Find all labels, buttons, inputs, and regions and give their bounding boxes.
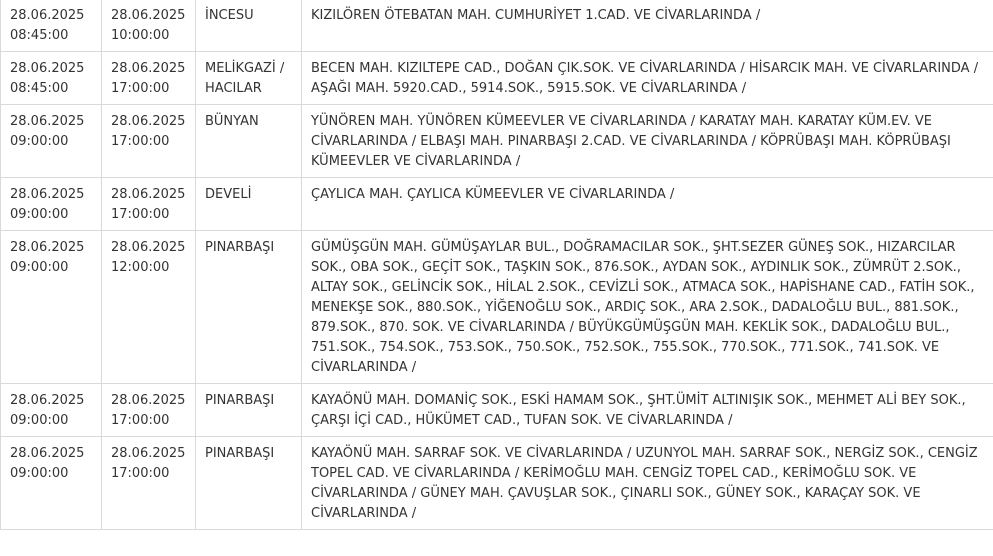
affected-area: ÇAYLICA MAH. ÇAYLICA KÜMEEVLER VE CİVARLARINDA /: [311, 187, 675, 202]
affected-area: BECEN MAH. KIZILTEPE CAD., DOĞAN ÇIK.SOK. VE CİVARLARINDA / HİSARCIK MAH. VE CİVARLARINDA / AŞAĞI MAH. 5920.CAD., 5914.SOK., 5915.SOK. VE CİVARLARINDA /: [311, 61, 979, 96]
area-cell: [302, 178, 993, 231]
district-name: MELİKGAZİ / HACILAR: [205, 61, 285, 96]
end-time: 17:00:00: [111, 134, 170, 149]
district-name: DEVELİ: [205, 187, 252, 202]
start-date: 28.06.2025: [10, 446, 85, 461]
end-datetime-cell: [102, 52, 196, 105]
end-datetime-cell: [102, 178, 196, 231]
end-datetime-cell: [102, 384, 196, 437]
end-datetime-cell: [102, 105, 196, 178]
start-date: 28.06.2025: [10, 240, 85, 255]
table-row: [1, 52, 993, 105]
district-name: PINARBAŞI: [205, 446, 275, 461]
start-datetime-cell: [1, 437, 102, 530]
start-date: 28.06.2025: [10, 187, 85, 202]
start-time: 08:45:00: [10, 28, 69, 43]
end-datetime-cell: [102, 231, 196, 384]
end-time: 12:00:00: [111, 260, 170, 275]
table-row: [1, 231, 993, 384]
start-datetime-cell: [1, 384, 102, 437]
end-time: 10:00:00: [111, 28, 170, 43]
affected-area: YÜNÖREN MAH. YÜNÖREN KÜMEEVLER VE CİVARLARINDA / KARATAY MAH. KARATAY KÜM.EV. VE CİVARLARINDA / ELBAŞI MAH. PINARBAŞI 2.CAD. VE CİVARLARINDA / KÖPRÜBAŞI MAH. KÖPRÜBAŞI KÜMEEVLER VE CİVARLARINDA /: [311, 114, 951, 169]
district-cell: [196, 52, 302, 105]
end-date: 28.06.2025: [111, 61, 186, 76]
table-row: [1, 384, 993, 437]
district-cell: [196, 231, 302, 384]
start-datetime-cell: [1, 178, 102, 231]
table-row: [1, 178, 993, 231]
start-datetime-cell: [1, 0, 102, 52]
start-date: 28.06.2025: [10, 393, 85, 408]
table-row: [1, 105, 993, 178]
start-datetime-cell: [1, 105, 102, 178]
start-time: 09:00:00: [10, 413, 69, 428]
district-cell: [196, 178, 302, 231]
outage-table-body: [1, 0, 993, 530]
district-name: PINARBAŞI: [205, 393, 275, 408]
start-time: 08:45:00: [10, 81, 69, 96]
district-name: İNCESU: [205, 8, 254, 23]
end-datetime-cell: [102, 437, 196, 530]
district-cell: [196, 437, 302, 530]
start-date: 28.06.2025: [10, 61, 85, 76]
affected-area: GÜMÜŞGÜN MAH. GÜMÜŞAYLAR BUL., DOĞRAMACILAR SOK., ŞHT.SEZER GÜNEŞ SOK., HIZARCILAR SOK., OBA SOK., GEÇİT SOK., TAŞKIN SOK., 876.SOK., AYDAN SOK., AYDINLIK SOK., ZÜMRÜT 2.SOK., ALTAY SOK., GELİNCİK SOK., HİLAL 2.SOK., CEVİZLİ SOK., ATMACA SOK., HAPİSHANE CAD., FATİH SOK., MENEKŞE SOK., 880.SOK., YİĞENOĞLU SOK., ARDIÇ SOK., ARA 2.SOK., DADALOĞLU BUL., 881.SOK., 879.SOK., 870. SOK. VE CİVARLARINDA / BÜYÜKGÜMÜŞGÜN MAH. KEKLİK SOK., DADALOĞLU BUL., 751.SOK., 754.SOK., 753.SOK., 750.SOK., 752.SOK., 755.SOK., 770.SOK., 771.SOK., 741.SOK. VE CİVARLARINDA /: [311, 240, 975, 375]
table-row: [1, 0, 993, 52]
start-date: 28.06.2025: [10, 8, 85, 23]
district-cell: [196, 384, 302, 437]
start-time: 09:00:00: [10, 134, 69, 149]
end-time: 17:00:00: [111, 413, 170, 428]
district-name: PINARBAŞI: [205, 240, 275, 255]
affected-area: KIZILÖREN ÖTEBATAN MAH. CUMHURİYET 1.CAD. VE CİVARLARINDA /: [311, 8, 761, 23]
start-datetime-cell: [1, 231, 102, 384]
district-cell: [196, 105, 302, 178]
district-cell: [196, 0, 302, 52]
end-date: 28.06.2025: [111, 187, 186, 202]
start-datetime-cell: [1, 52, 102, 105]
start-date: 28.06.2025: [10, 114, 85, 129]
affected-area: KAYAÖNÜ MAH. SARRAF SOK. VE CİVARLARINDA / UZUNYOL MAH. SARRAF SOK., NERGİZ SOK., CENGİZ TOPEL CAD. VE CİVARLARINDA / KERİMOĞLU MAH. CENGİZ TOPEL CAD., KERİMOĞLU SOK. VE CİVARLARINDA / GÜNEY MAH. ÇAVUŞLAR SOK., ÇINARLI SOK., GÜNEY SOK., KARAÇAY SOK. VE CİVARLARINDA /: [311, 446, 978, 521]
start-time: 09:00:00: [10, 466, 69, 481]
end-date: 28.06.2025: [111, 8, 186, 23]
end-time: 17:00:00: [111, 207, 170, 222]
area-cell: [302, 384, 993, 437]
end-date: 28.06.2025: [111, 393, 186, 408]
area-cell: [302, 437, 993, 530]
area-cell: [302, 105, 993, 178]
start-time: 09:00:00: [10, 207, 69, 222]
end-datetime-cell: [102, 0, 196, 52]
area-cell: [302, 231, 993, 384]
end-time: 17:00:00: [111, 81, 170, 96]
district-name: BÜNYAN: [205, 114, 259, 129]
end-time: 17:00:00: [111, 466, 170, 481]
table-row: [1, 437, 993, 530]
start-time: 09:00:00: [10, 260, 69, 275]
end-date: 28.06.2025: [111, 240, 186, 255]
affected-area: KAYAÖNÜ MAH. DOMANİÇ SOK., ESKİ HAMAM SOK., ŞHT.ÜMİT ALTINIŞIK SOK., MEHMET ALİ BEY SOK., ÇARŞI İÇİ CAD., HÜKÜMET CAD., TUFAN SOK. VE CİVARLARINDA /: [311, 393, 966, 428]
area-cell: [302, 52, 993, 105]
area-cell: [302, 0, 993, 52]
end-date: 28.06.2025: [111, 446, 186, 461]
end-date: 28.06.2025: [111, 114, 186, 129]
